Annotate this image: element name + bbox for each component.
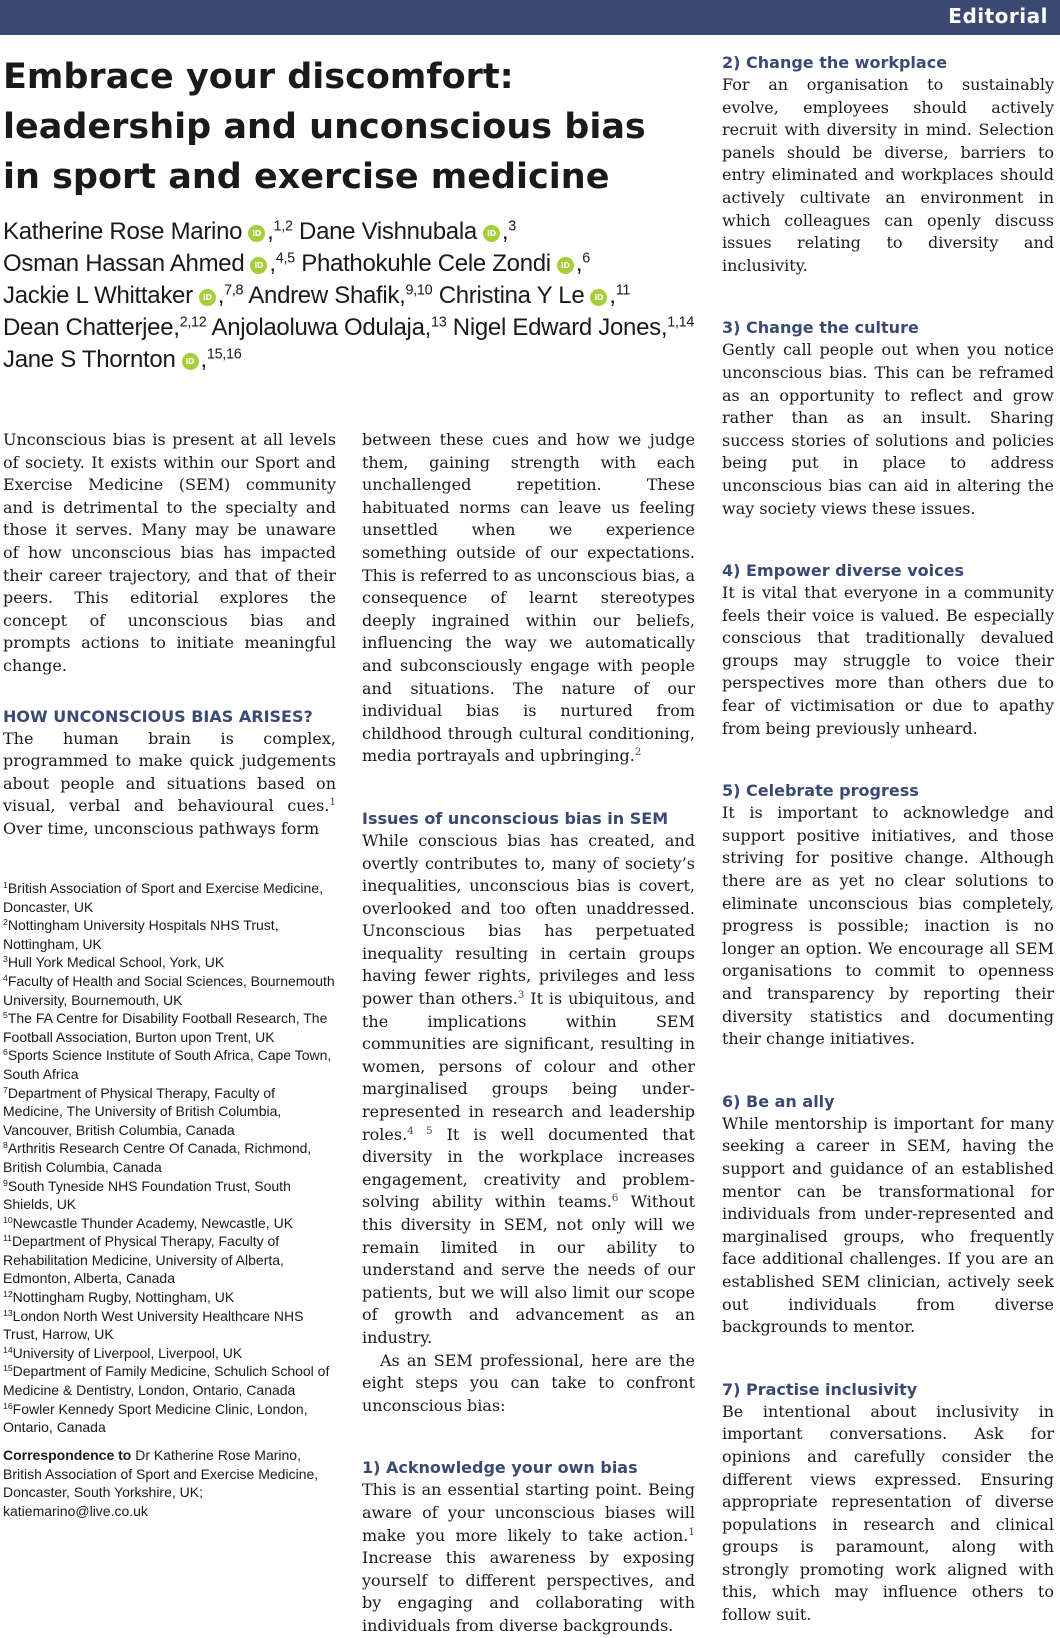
affiliation-item: $^5$The FA Centre for Disability Football Research, The Football Association, Burton upon Trent, UK	[3, 1009, 328, 1045]
affiliation-item: $^4$Faculty of Health and Social Sciences, Bournemouth University, Bournemouth, UK	[3, 972, 335, 1008]
author-name: Dean Chatterjee,$^{2,12}$	[3, 314, 207, 341]
affiliation-item: $^{10}$Newcastle Thunder Academy, Newcastle, UK	[3, 1214, 294, 1231]
affiliation-item: $^{14}$University of Liverpool, Liverpool, UK	[3, 1344, 243, 1361]
author-name: Andrew Shafik,$^{9,10}$	[248, 282, 433, 309]
section1-paragraph: The human brain is complex, programmed to make quick judgements about people and situations based on visual, verbal and behavioural cues.$^1$ Over time, unconscious pathways form	[3, 728, 336, 838]
author-name: Osman Hassan Ahmed iD ,$^{4,5}$	[3, 250, 295, 277]
author-name: Nigel Edward Jones,$^{1,14}$	[452, 314, 695, 341]
step7-heading: 7) Practise inclusivity	[722, 1379, 918, 1399]
orcid-icon[interactable]: iD	[483, 225, 500, 242]
affiliation-item: $^8$Arthritis Research Centre Of Canada, Richmond, British Columbia, Canada	[3, 1140, 312, 1175]
orcid-icon[interactable]: iD	[590, 289, 607, 306]
step4-paragraph: It is vital that everyone in a community feels their voice is valued. Be especially conscious that traditionally devalued groups may struggle to voice their perspectives more than others due to fear of victimisation or due to apathy from being previously unheard.	[722, 583, 1054, 738]
author-name: Dane Vishnubala iD ,$^3$	[299, 218, 516, 245]
step6-paragraph: While mentorship is important for many seeking a career in SEM, having the support and guidance of an established mentor can be transformational for individuals from under-represented and marginalised groups, who frequently face additional challenges. If you are an established SEM clinician, actively seek out individuals from diverse backgrounds to mentor.	[722, 1113, 1054, 1337]
journal-section-bar	[0, 0, 1060, 35]
step3-heading: 3) Change the culture	[722, 318, 919, 338]
affiliation-marker: 1,2	[273, 218, 293, 235]
author-list	[3, 216, 703, 376]
orcid-icon[interactable]: iD	[248, 225, 265, 242]
reference-link[interactable]: 6	[611, 1192, 619, 1205]
section-label: Editorial	[948, 4, 1048, 28]
affiliation-item: $^{15}$Department of Family Medicine, Schulich School of Medicine & Dentistry, London, Ontario, Canada	[3, 1363, 330, 1399]
section-heading-issues-in-sem: Issues of unconscious bias in SEM	[362, 808, 669, 828]
step2-paragraph: For an organisation to sustainably evolve, employees should actively recruit with diversity in mind. Selection panels should be diverse, barriers to entry eliminated and workplaces should actively cultivate an environment in which colleagues can openly discuss issues relating to diversity and inclusivity.	[722, 75, 1054, 275]
step1-heading: 1) Acknowledge your own bias	[362, 1458, 638, 1478]
affiliation-item: $^2$Nottingham University Hospitals NHS Trust, Nottingham, UK	[3, 916, 279, 952]
affiliation-item: $^{16}$Fowler Kennedy Sport Medicine Clinic, London, Ontario, Canada	[3, 1400, 308, 1436]
correspondence-label: Correspondence to	[3, 1447, 132, 1463]
reference-link[interactable]: 1	[329, 796, 336, 809]
reference-link[interactable]: 4 5	[407, 1124, 433, 1137]
column-middle	[362, 429, 695, 1638]
affiliation-item: $^7$Department of Physical Therapy, Faculty of Medicine, The University of British Columbia, Vancouver, British Columbia, Canada	[3, 1084, 282, 1138]
affiliation-marker: 3	[508, 218, 516, 235]
step5-paragraph: It is important to acknowledge and support positive initiatives, and those striving for positive change. Although there are as yet no clear solutions to eliminate unconscious bias completely, progress is possible; inaction is no longer an option. We encourage all SEM organisations to commit to openness and transparency by reporting their diversity statistics and documenting their change initiatives.	[722, 803, 1054, 1049]
affiliation-marker: 9,10	[405, 282, 433, 299]
step3-paragraph: Gently call people out when you notice unconscious bias. This can be reframed as an opportunity to reflect and grow rather than as an insult. Sharing success stories of solutions and policies being put in place to address unconscious bias can aid in altering the way society views these issues.	[722, 340, 1054, 518]
affiliation-marker: 2,12	[179, 314, 207, 331]
step2-heading: 2) Change the workplace	[722, 53, 948, 72]
affiliation-marker: 4,5	[275, 250, 295, 267]
author-name: Anjolaoluwa Odulaja,$^{13}$	[211, 314, 447, 341]
reference-link[interactable]: 1	[688, 1525, 695, 1538]
affiliation-item: $^3$Hull York Medical School, York, UK	[3, 954, 225, 971]
step4-heading: 4) Empower diverse voices	[722, 561, 964, 581]
reference-link[interactable]: 3	[517, 988, 525, 1001]
section1-continued: between these cues and how we judge them, gaining strength with each unchallenged repetition. These habituated norms can leave us feeling unsettled when we experience something outside of our expectations. This is referred to as unconscious bias, a consequence of learnt stereotypes deeply ingrained within our beliefs, influencing the way we automatically and subconsciously engage with people and situations. The nature of our individual bias is nurtured from childhood through cultural conditioning, media portrayals and upbringing.$^2$	[362, 430, 695, 766]
section2-steps-intro: As an SEM professional, here are the eight steps you can take to confront unconscious bias:	[362, 1350, 695, 1415]
section-heading-how-bias-arises: HOW UNCONSCIOUS BIAS ARISES?	[3, 706, 313, 726]
orcid-icon[interactable]: iD	[199, 289, 216, 306]
correspondence-text: Dr Katherine Rose Marino, British Association of Sport and Exercise Medicine, Doncaster, South Yorkshire, UK; katiemarino@live.co.uk	[3, 1447, 319, 1519]
affiliation-item: $^{12}$Nottingham Rugby, Nottingham, UK	[3, 1288, 235, 1306]
affiliation-marker: 6	[582, 250, 590, 267]
affiliation-marker: 13	[431, 314, 447, 331]
step1-paragraph: This is an essential starting point. Being aware of your unconscious biases will make you more likely to take action.$^1$ Increase this awareness by exposing yourself to different perspectives, and by engaging and collaborating with individuals from diverse backgrounds.	[362, 1480, 695, 1635]
affiliation-item: $^9$South Tyneside NHS Foundation Trust, South Shields, UK	[3, 1177, 291, 1213]
column-right	[722, 52, 1054, 1627]
step7-paragraph: Be intentional about inclusivity in important conversations. Ask for opinions and carefully consider the different views expressed. Ensuring appropriate representation of diverse populations in research and clinical groups is paramount, along with strongly promoting work aligned with this, which may influence others to follow suit.	[722, 1401, 1054, 1625]
author-name: Katherine Rose Marino iD ,$^{1,2}$	[3, 218, 293, 245]
affiliation-item: $^{13}$London North West University Healthcare NHS Trust, Harrow, UK	[3, 1307, 304, 1343]
orcid-icon[interactable]: iD	[182, 353, 199, 370]
affiliation-item: $^6$Sports Science Institute of South Africa, Cape Town, South Africa	[3, 1047, 332, 1082]
author-name: Phathokuhle Cele Zondi iD ,$^6$	[301, 250, 590, 277]
author-name: Jane S Thornton iD ,$^{15,16}$	[3, 346, 242, 373]
intro-paragraph: Unconscious bias is present at all levels of society. It exists within our Sport and Exercise Medicine (SEM) community and is detrimental to the specialty and those it serves. Many may be unaware of how unconscious bias has impacted their career trajectory, and that of their peers. This editorial explores the concept of unconscious bias and prompts actions to initiate meaningful change.	[3, 430, 336, 675]
correspondence	[3, 1446, 338, 1520]
affiliation-marker: 7,8	[224, 282, 244, 299]
affiliations-list	[3, 879, 338, 1437]
step5-heading: 5) Celebrate progress	[722, 781, 919, 801]
affiliation-marker: 1,14	[667, 314, 695, 331]
reference-link[interactable]: 2	[634, 746, 642, 759]
affiliation-item: $^{11}$Department of Physical Therapy, Faculty of Rehabilitation Medicine, University of Alberta, Edmonton, Alberta, Canada	[3, 1233, 284, 1287]
column-left	[3, 429, 336, 841]
article-title: Embrace your discomfort: leadership and unconscious bias in sport and exercise medicine	[3, 57, 646, 197]
affiliation-item: $^1$British Association of Sport and Exercise Medicine, Doncaster, UK	[3, 879, 323, 915]
affiliation-marker: 11	[615, 282, 631, 299]
step6-heading: 6) Be an ally	[722, 1091, 835, 1111]
section2-paragraph: While conscious bias has created, and overtly contributes to, many of society’s inequalities, unconscious bias is covert, overlooked and too often unaddressed. Unconscious bias has perpetuated inequality resulting in certain groups having fewer rights, privileges and less power than others.$^3$ It is ubiquitous, and the implications within SEM communities are significant, resulting in women, persons of colour and other marginalised groups being under-represented in research and leadership roles.$^{4 5}$ It is well documented that diversity in the workplace increases engagement, creativity and problem-solving ability within teams.$^6$ Without this diversity in SEM, not only will we remain limited in our ability to understand and serve the needs of our patients, but we will also limit our scope of growth and advancement as an industry.	[362, 830, 696, 1347]
author-name: Christina Y Le iD ,$^{11}$	[438, 282, 631, 309]
author-name: Jackie L Whittaker iD ,$^{7,8}$	[3, 282, 244, 309]
orcid-icon[interactable]: iD	[557, 257, 574, 274]
affiliation-marker: 15,16	[206, 346, 242, 363]
orcid-icon[interactable]: iD	[250, 257, 267, 274]
